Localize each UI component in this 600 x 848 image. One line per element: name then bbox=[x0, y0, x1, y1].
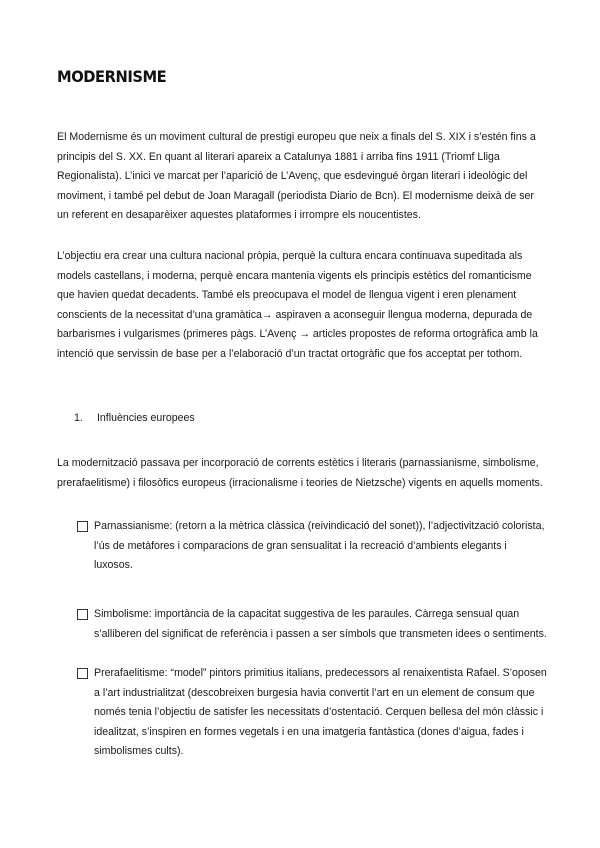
paragraph-objective: L’objectiu era crear una cultura nacional pròpia, perquè la cultura encara continuava supeditada als models castellans, i moderna, perquè encara mantenia vigents els principis estètics del romanticisme que havien quedat decadents. També els preocupava el model de llengua vigent i eren plenament conscients de la necessitat d’una gramàtica→ aspiraven a aconseguir llengua moderna, depurada de barbarismes i vulgarismes (primeres pàgs. L’Avenç → articles propostes de reforma ortogràfica amb la intenció que servissin de base per a l’elaboració d’un tractat ortogràfic que fos acceptat per tothom. bbox=[57, 250, 538, 360]
numbered-list-item bbox=[57, 409, 195, 429]
paragraph-modernization: La modernització passava per incorporació de corrents estètics i literaris (parnassianisme, simbolisme, prerafaelitisme) i filosòfics europeus (irracionalisme i teories de Nietzsche) vigents en aquells moments. bbox=[57, 457, 543, 489]
checklist-item-text: Parnassianisme: (retorn a la mètrica clàssica (reivindicació del sonet)), l’adjectivització colorista, l’ús de metàfores i comparacions de gran sensualitat i la recreació d’ambients elegants i luxosos. bbox=[94, 520, 545, 572]
checkbox[interactable] bbox=[77, 668, 88, 679]
checkbox[interactable] bbox=[77, 521, 88, 532]
page-title: MODERNISME bbox=[57, 67, 167, 86]
checklist-item-prerafaelitisme bbox=[77, 664, 547, 762]
paragraph-intro: El Modernisme és un moviment cultural de prestigi europeu que neix a finals del S. XIX i s’estén fins a principis del S. XX. En quant al literari apareix a Catalunya 1881 i arriba fins 1911 (Triomf Lliga Regionalista). L’inici ve marcat per l’aparició de L’Avenç, que esdevingué òrgan literari i ideològic del moviment, i també pel debut de Joan Maragall (periodista Diario de Bcn). El modernisme deixà de ser un referent en desaparèixer aquestes plataformes i irrompre els noucentistes. bbox=[57, 131, 536, 222]
list-item-text: Influències europees bbox=[96, 412, 195, 424]
list-number: 1. bbox=[74, 412, 83, 424]
checklist-item-text: Prerafaelitisme: “model” pintors primitius italians, predecessors al renaixentista Rafael. S’oposen a l’art industrialitzat (descobreixen burgesia havia convertit l’art en un element de consum que només tenia l’objectiu de satisfer les necessitats d’ostentació. Cerquen bellesa del món clàssic i idealitzat, s’inspiren en formes vegetals i en una imatgeria fantàstica (dones d’aigua, fades i simbolismes cults). bbox=[94, 667, 547, 758]
checkbox[interactable] bbox=[77, 609, 88, 620]
checklist-item-simbolisme bbox=[77, 605, 547, 644]
checklist-item-text: Simbolisme: importància de la capacitat suggestiva de les paraules. Càrrega sensual quan s’alliberen del significat de referència i passen a ser símbols que transmeten idees o sentiments. bbox=[94, 608, 547, 640]
checklist-item-parnassianisme bbox=[77, 517, 547, 576]
